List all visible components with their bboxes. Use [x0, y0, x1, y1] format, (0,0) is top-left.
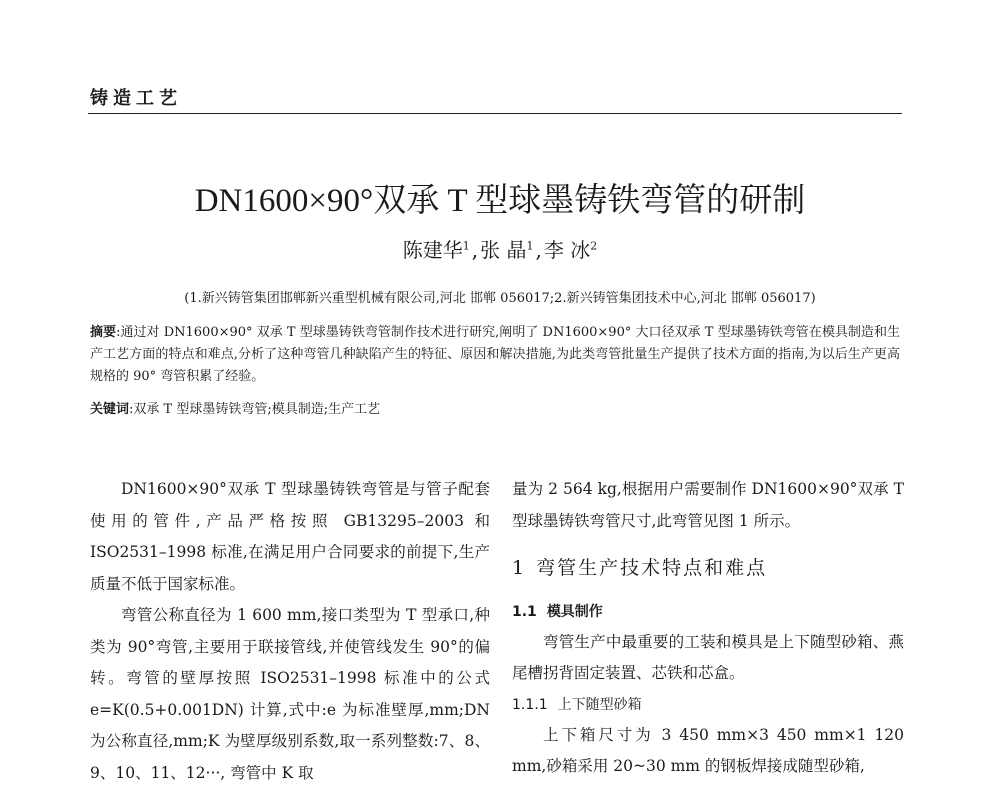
subsection-heading: [512, 597, 904, 627]
abstract: [90, 322, 900, 388]
keywords-text: :双承 T 型球墨铸铁弯管;模具制造;生产工艺: [129, 402, 381, 417]
body-column-left: [90, 474, 490, 789]
subsubsection-heading: [512, 690, 904, 720]
author-affil-mark: 1: [526, 239, 534, 253]
author-affil-mark: 1: [462, 239, 470, 253]
journal-section-label: 铸造工艺: [90, 88, 182, 109]
body-paragraph: DN1600×90°双承 T 型球墨铸铁弯管是与管子配套使用的管件,产品严格按照 GB13295–2003 和 ISO2531–1998 标准,在满足用户合同要求的前提下,生产质量不低于国家标准。: [90, 480, 490, 593]
abstract-label: 摘要: [90, 325, 117, 340]
subsection-number: 1.1: [512, 603, 537, 620]
author-affiliations: (1.新兴铸管集团邯郸新兴重型机械有限公司,河北 邯郸 056017;2.新兴铸管集团技术中心,河北 邯郸 056017): [184, 291, 816, 306]
author-name: 李 冰: [543, 238, 591, 262]
body-paragraph: 弯管公称直径为 1 600 mm,接口类型为 T 型承口,种类为 90°弯管,主要用于联接管线,并使管线发生 90°的偏转。弯管的壁厚按照 ISO2531–1998 标准中的公式 e=K(0.5+0.001DN) 计算,式中:e 为标准壁厚,mm;DN 为公称直径,mm;K 为壁厚级别系数,取一系列整数:7、8、9、10、11、12···, 弯管中 K 取: [90, 606, 490, 782]
subsubsection-title: 上下随型砂箱: [557, 696, 642, 713]
body-column-right: [512, 474, 904, 783]
subsection-title: 模具制作: [546, 603, 603, 620]
section-number: 1: [512, 557, 527, 579]
author-affil-mark: 2: [590, 239, 598, 253]
author-name: 张 晶: [480, 238, 527, 262]
body-paragraph: 量为 2 564 kg,根据用户需要制作 DN1600×90°双承 T 型球墨铸铁弯管尺寸,此弯管见图 1 所示。: [512, 480, 904, 530]
body-paragraph: 上下箱尺寸为 3 450 mm×3 450 mm×1 120 mm,砂箱采用 20~30 mm 的钢板焊接成随型砂箱,: [512, 725, 904, 775]
article-title: DN1600×90°双承 T 型球墨铸铁弯管的研制: [194, 183, 806, 219]
author-list: 陈建华$^1$ , 张 晶$^1$ , 李 冰$^2$: [402, 238, 598, 262]
body-paragraph: 弯管生产中最重要的工装和模具是上下随型砂箱、燕尾槽拐背固定装置、芯铁和芯盒。: [512, 632, 904, 682]
section-title: 弯管生产技术特点和难点: [536, 557, 768, 579]
subsubsection-number: 1.1.1: [512, 696, 548, 713]
header-divider: [88, 113, 902, 114]
abstract-text: :通过对 DN1600×90° 双承 T 型球墨铸铁弯管制作技术进行研究,阐明了 DN1600×90° 大口径双承 T 型球墨铸铁弯管在模具制造和生产工艺方面的特点和难点,分析了这种弯管几种缺陷产生的特征、原因和解决措施,为此类弯管批量生产提供了技术方面的指南,为以后生产更高规格的 90° 弯管积累了经验。: [90, 325, 900, 384]
section-heading: [512, 553, 904, 585]
author-name: 陈建华: [402, 238, 463, 262]
keywords: [90, 399, 900, 421]
keywords-label: 关键词: [90, 402, 130, 417]
